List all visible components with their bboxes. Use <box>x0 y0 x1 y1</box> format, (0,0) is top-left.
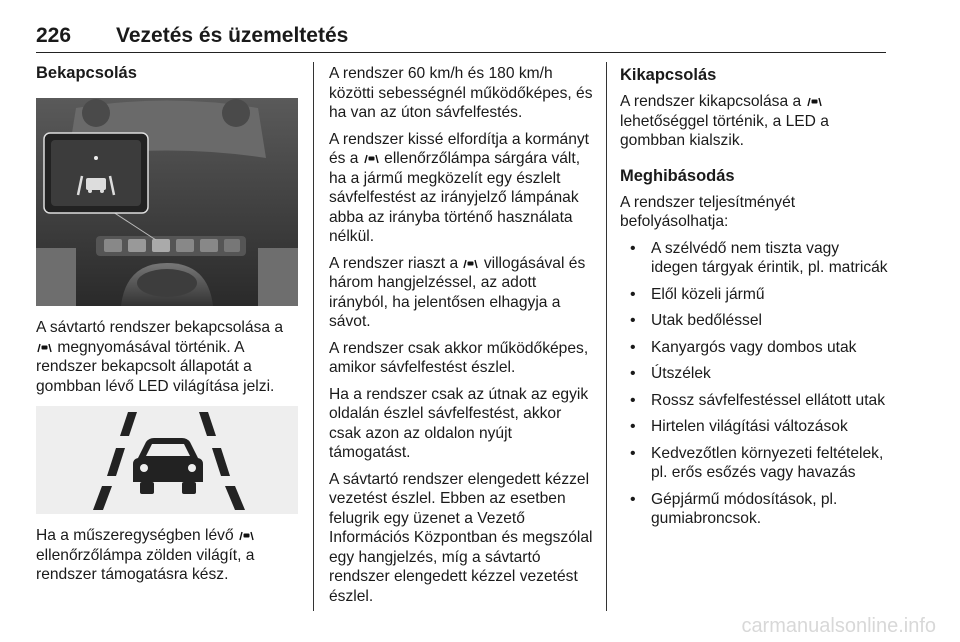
deactivation-text-end: lehetőséggel történik, a LED a gombban kialszik. <box>620 112 829 149</box>
lane-keep-assist-icon <box>462 257 479 269</box>
list-item: • Utak bedőléssel <box>620 311 890 331</box>
middle-column <box>329 64 595 613</box>
hands-off-text: A sávtartó rendszer elengedett kézzel vezetést észlel. Ebben az esetben felugrik egy üzenet a Vezető Információs Központban és megszólal egy hangjelzés, míg a sávtartó rendszer elengedett kézzel vezetést észlel. <box>329 470 593 605</box>
deactivation-text-start: A rendszer kikapcsolása a <box>620 93 802 110</box>
warning-text-start: A rendszer riaszt a <box>329 254 459 272</box>
left-column <box>36 62 298 592</box>
lane-keep-assist-icon[interactable] <box>36 341 53 353</box>
watermark: carmanualsonline.info <box>741 615 936 637</box>
warning-text <box>329 254 595 332</box>
one-side-text: Ha a rendszer csak az útnak az egyik oldalán észlel sávfelfestést, akkor csak azon az oldalon nyújt támogatást. <box>329 385 589 461</box>
list-item: • Útszélek <box>620 364 890 384</box>
lane-keep-assist-icon[interactable] <box>806 95 823 107</box>
list-item: • Gépjármű módosítások, pl. gumiabroncsok. <box>620 490 890 529</box>
steering-text-end: ellenőrzőlámpa sárgára vált, ha a jármű megközelít egy észlelt sávfelfestést az irányjelző lámpának abba az irányba történő használata nélkül. <box>329 150 581 245</box>
section-heading-deactivation: Kikapcsolás <box>620 66 717 84</box>
fault-conditions-list <box>620 239 890 529</box>
lane-keep-indicator-illustration <box>36 406 298 514</box>
column-divider <box>606 62 607 611</box>
list-item: • Kanyargós vagy dombos utak <box>620 338 890 358</box>
page-number: 226 <box>36 24 72 47</box>
ready-text-start: Ha a műszeregységben lévő <box>36 527 234 544</box>
dashboard-photo-drawing <box>36 98 298 306</box>
activation-text-start: A sávtartó rendszer bekapcsolása a <box>36 319 284 336</box>
steering-correction-text <box>329 130 595 247</box>
list-item: • Kedvezőtlen környezeti feltételek, pl. erős esőzés vagy havazás <box>620 444 890 483</box>
ready-text <box>36 526 298 585</box>
lane-keep-indicator-drawing <box>36 406 298 514</box>
list-item: • Hirtelen világítási változások <box>620 417 890 437</box>
speed-range-text: A rendszer 60 km/h és 180 km/h közötti sebességnél működőképes, és ha van az úton sávfelfestés. <box>329 65 593 121</box>
deactivation-text <box>620 92 890 151</box>
lane-keep-assist-icon <box>363 152 380 164</box>
warning-text-end: villogásával és három hangjelzéssel, az adott irányból, ha jelentősen elhagyja a sávot. <box>329 254 586 330</box>
fault-intro-text: A rendszer teljesítményét befolyásolhatja: <box>620 193 796 230</box>
dashboard-button-photo <box>36 98 298 306</box>
list-item: • Elől közeli jármű <box>620 285 890 305</box>
ready-text-end: ellenőrzőlámpa zölden világít, a rendszer támogatásra kész. <box>36 546 255 583</box>
list-item: • A szélvédő nem tiszta vagy idegen tárgyak érintik, pl. matricák <box>620 239 890 278</box>
activation-text <box>36 318 298 396</box>
running-title: Vezetés és üzemeltetés <box>116 24 349 47</box>
column-divider <box>313 62 314 611</box>
right-column <box>620 64 890 536</box>
section-heading-fault: Meghibásodás <box>620 166 735 185</box>
list-item: • Rossz sávfelfestéssel ellátott utak <box>620 391 890 411</box>
page-header <box>36 22 886 53</box>
steering-text-start: A rendszer kissé elfordítja a kormányt és a <box>329 130 590 167</box>
lane-keep-assist-icon <box>238 529 255 541</box>
lane-marking-text: A rendszer csak akkor működőképes, amikor sávfelfestést észlel. <box>329 339 589 376</box>
activation-text-end: megnyomásával történik. A rendszer bekapcsolt állapotát a gombban lévő LED világítása jelzi. <box>36 338 275 395</box>
section-heading-activation: Bekapcsolás <box>36 64 137 82</box>
